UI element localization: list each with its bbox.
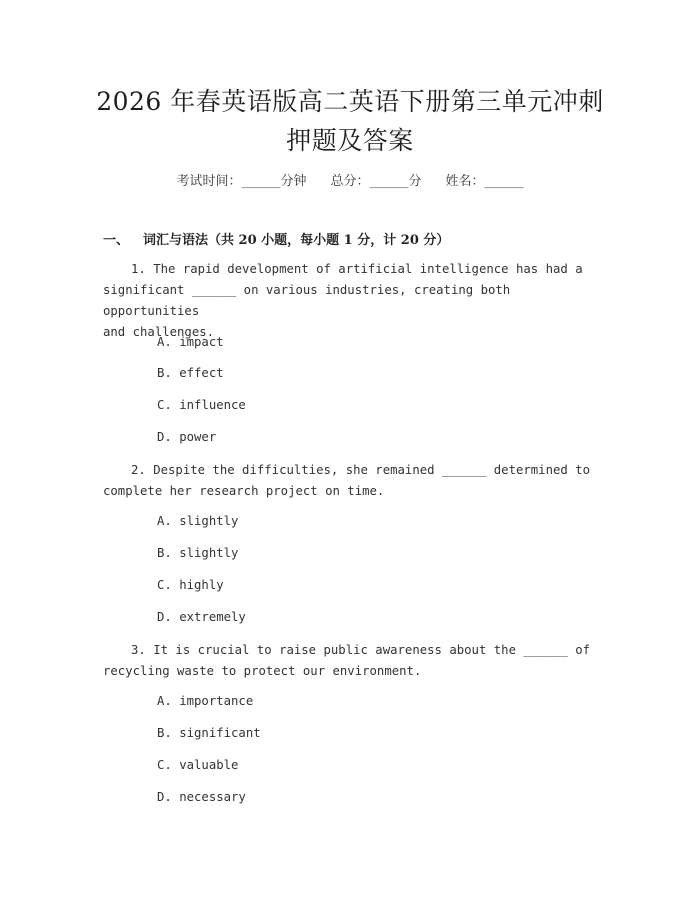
section-title: 词汇与语法（共 20 小题，每小题 1 分，计 20 分） [143,233,450,248]
question-2-option-a[interactable]: A. slightly [157,514,239,528]
question-1-line3: and challenges. [103,325,215,339]
question-3-option-c[interactable]: C. valuable [157,758,239,772]
question-1-option-c[interactable]: C. influence [157,398,246,412]
question-3-option-a[interactable]: A. importance [157,694,254,708]
question-3-line2: recycling waste to protect our environment. [103,664,422,678]
question-3 [103,640,603,682]
question-2-option-d[interactable]: D. extremely [157,610,246,624]
exam-title-line1: 2026 年春英语版高二英语下册第三单元冲刺 [96,87,604,116]
exam-time-field: 考试时间：______分钟 [176,174,307,189]
question-1 [103,259,603,343]
question-1-option-b[interactable]: B. effect [157,366,224,380]
exam-title-line2: 押题及答案 [286,126,414,155]
question-2-option-c[interactable]: C. highly [157,578,224,592]
question-3-option-b[interactable]: B. significant [157,726,261,740]
question-3-line1: 3. It is crucial to raise public awareness about the ______ of [131,643,591,657]
question-2-line2: complete her research project on time. [103,484,385,498]
section-number: 一、 [103,233,130,248]
exam-meta [0,170,700,189]
question-1-option-d[interactable]: D. power [157,430,217,444]
student-name-field: 姓名：______ [445,174,524,189]
total-score-field: 总分：______分 [330,174,422,189]
question-1-option-a[interactable]: A. impact [157,335,224,349]
question-2 [103,460,603,502]
question-1-line1: 1. The rapid development of artificial intelligence has had a [131,262,583,276]
question-1-line2: significant ______ on various industries, creating both opportunities [103,283,511,318]
question-2-line1: 2. Despite the difficulties, she remained ______ determined to [131,463,591,477]
question-2-option-b[interactable]: B. slightly [157,546,239,560]
question-3-option-d[interactable]: D. necessary [157,790,246,804]
section-heading [103,229,449,248]
